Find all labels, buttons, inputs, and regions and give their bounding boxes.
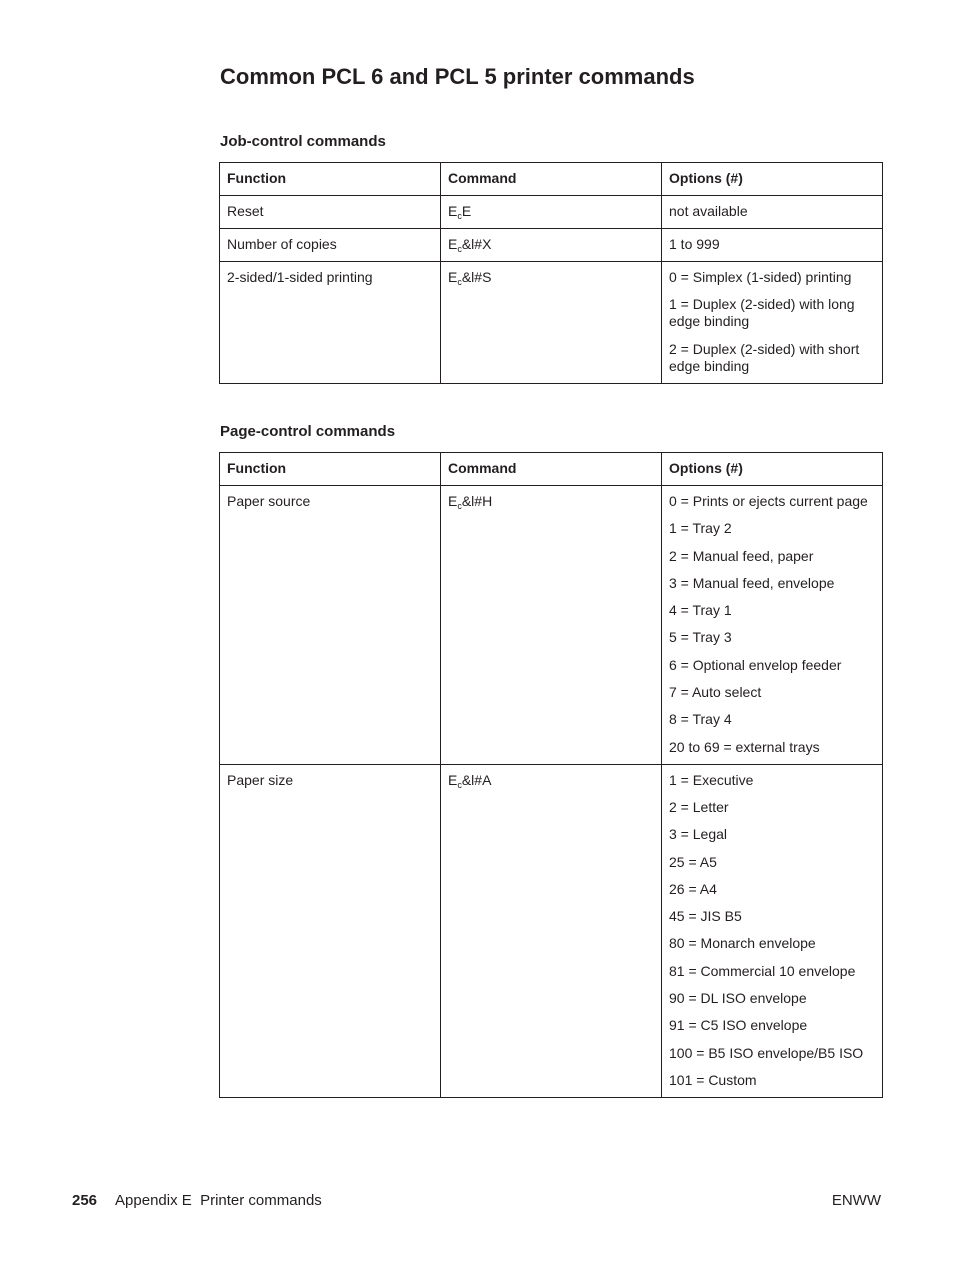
function-cell: 2-sided/1-sided printing <box>220 262 441 384</box>
option-item: 1 to 999 <box>669 236 720 252</box>
option-item: 0 = Simplex (1-sided) printing <box>669 269 852 285</box>
options-cell <box>662 196 883 229</box>
option-item: 5 = Tray 3 <box>669 629 732 646</box>
option-item: 81 = Commercial 10 envelope <box>669 962 856 979</box>
command-escape: E <box>448 236 458 252</box>
command-cell <box>441 486 662 765</box>
command-cell <box>441 229 662 262</box>
option-item: 8 = Tray 4 <box>669 711 732 728</box>
command-escape: E <box>448 771 458 788</box>
function-cell: Paper source <box>220 486 441 765</box>
page-control-heading: Page-control commands <box>220 423 396 440</box>
command-escape: E <box>448 269 458 285</box>
option-item: 101 = Custom <box>669 1071 757 1088</box>
option-item: 2 = Letter <box>669 798 729 815</box>
page-number: 256 <box>72 1192 98 1209</box>
column-header-function: Function <box>220 163 441 196</box>
command-sequence: &l#A <box>461 771 492 788</box>
table-row <box>220 229 883 262</box>
command-escape: E <box>448 493 458 509</box>
column-header-command: Command <box>441 163 662 196</box>
job-control-heading: Job-control commands <box>220 133 386 150</box>
column-header-options: Options (#) <box>662 453 883 486</box>
options-cell <box>662 262 883 384</box>
options-cell <box>662 486 883 765</box>
chapter-title: Appendix E Printer commands <box>115 1192 322 1209</box>
option-item: 7 = Auto select <box>669 684 762 701</box>
option-item: 91 = C5 ISO envelope <box>669 1017 808 1034</box>
command-escape-subscript: c <box>457 211 462 221</box>
option-item: 1 = Tray 2 <box>669 520 732 537</box>
option-item: 100 = B5 ISO envelope/B5 ISO <box>669 1044 864 1061</box>
function-cell: Reset <box>220 196 441 229</box>
options-cell <box>662 229 883 262</box>
option-item: 0 = Prints or ejects current page <box>669 493 868 509</box>
command-escape-subscript: c <box>457 779 462 790</box>
function-cell: Number of copies <box>220 229 441 262</box>
table-header-row <box>220 453 883 486</box>
option-item: 4 = Tray 1 <box>669 602 732 619</box>
command-escape-subscript: c <box>457 501 462 511</box>
job-control-table <box>219 162 883 384</box>
column-header-command: Command <box>441 453 662 486</box>
table-row <box>220 262 883 384</box>
option-item: 6 = Optional envelop feeder <box>669 656 842 673</box>
option-item: 45 = JIS B5 <box>669 908 742 925</box>
command-sequence: &l#X <box>461 236 492 252</box>
column-header-function: Function <box>220 453 441 486</box>
option-item: 26 = A4 <box>669 880 717 897</box>
option-item: 90 = DL ISO envelope <box>669 990 807 1007</box>
command-cell <box>441 764 662 1097</box>
function-cell: Paper size <box>220 764 441 1097</box>
table-row <box>220 486 883 765</box>
footer-right: ENWW <box>831 1192 881 1209</box>
option-item: 2 = Manual feed, paper <box>669 547 814 564</box>
option-item: not available <box>669 203 748 219</box>
command-escape: E <box>448 203 458 219</box>
table-row <box>220 196 883 229</box>
command-sequence: E <box>461 203 472 219</box>
option-item: 3 = Legal <box>669 826 727 843</box>
page-control-table <box>219 452 883 1098</box>
options-cell <box>662 764 883 1097</box>
option-item: 20 to 69 = external trays <box>669 738 820 755</box>
command-cell <box>441 262 662 384</box>
table-row <box>220 764 883 1097</box>
command-sequence: &l#S <box>461 269 492 285</box>
option-item: 1 = Duplex (2-sided) with long edge binding <box>669 296 855 330</box>
footer-left <box>72 1192 322 1209</box>
option-item: 1 = Executive <box>669 771 754 788</box>
option-item: 80 = Monarch envelope <box>669 935 816 952</box>
option-item: 25 = A5 <box>669 853 717 870</box>
command-cell <box>441 196 662 229</box>
page-title: Common PCL 6 and PCL 5 printer commands <box>220 64 695 89</box>
command-escape-subscript: c <box>457 277 462 287</box>
command-sequence: &l#H <box>461 493 493 509</box>
option-item: 3 = Manual feed, envelope <box>669 574 835 591</box>
command-escape-subscript: c <box>457 244 462 254</box>
table-header-row <box>220 163 883 196</box>
column-header-options: Options (#) <box>662 163 883 196</box>
option-item: 2 = Duplex (2-sided) with short edge binding <box>669 340 860 374</box>
